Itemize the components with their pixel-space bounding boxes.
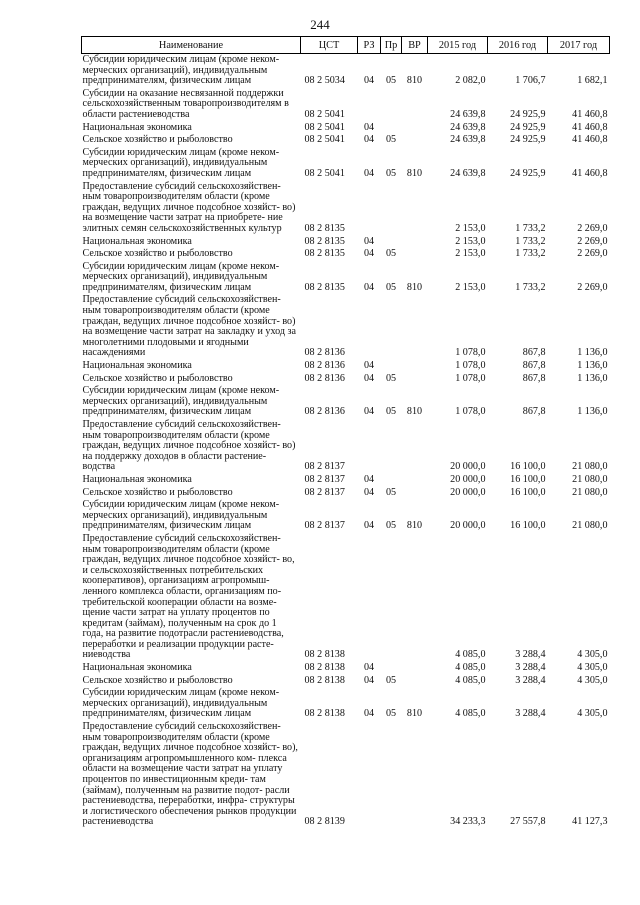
row-cst: 08 2 5034 xyxy=(304,75,345,87)
row-vr: 810 xyxy=(406,520,423,532)
row-pr: 05 xyxy=(385,674,397,686)
row-rz: 04 xyxy=(363,473,375,485)
row-name: Национальная экономика xyxy=(82,473,192,485)
row-2016: 867,8 xyxy=(522,347,546,359)
table-row xyxy=(82,499,610,533)
row-vr xyxy=(402,181,428,236)
row-name: Сельское хозяйство и рыболовство xyxy=(82,372,233,384)
row-rz: 04 xyxy=(363,134,375,146)
row-pr: 05 xyxy=(385,486,397,498)
row-2016: 16 100,0 xyxy=(510,520,546,532)
table-row xyxy=(82,360,610,373)
row-name: Национальная экономика xyxy=(82,121,192,133)
row-rz: 04 xyxy=(363,662,375,674)
row-2015: 20 000,0 xyxy=(450,520,486,532)
row-2017: 1 682,1 xyxy=(577,75,608,87)
table-row xyxy=(82,236,610,249)
budget-table xyxy=(81,36,610,829)
row-cst: 08 2 8135 xyxy=(304,235,345,247)
table-body xyxy=(82,54,610,829)
row-2015: 24 639,8 xyxy=(450,108,486,120)
row-2016: 1 733,2 xyxy=(515,235,546,247)
row-rz: 04 xyxy=(363,360,375,372)
row-cst: 08 2 8135 xyxy=(304,248,345,260)
row-cst: 08 2 8137 xyxy=(304,520,345,532)
row-2017: 41 460,8 xyxy=(572,108,608,120)
row-2015: 1 078,0 xyxy=(455,360,486,372)
row-name: Субсидии юридическим лицам (кроме неком- мерческих организаций), индивидуальным предпринимателям, физическим лицам xyxy=(82,260,280,293)
header-cst: ЦСТ xyxy=(301,37,358,54)
row-2015: 4 085,0 xyxy=(455,674,486,686)
row-cst: 08 2 8136 xyxy=(304,372,345,384)
row-cst: 08 2 8138 xyxy=(304,662,345,674)
row-rz xyxy=(358,419,381,474)
row-2016: 16 100,0 xyxy=(510,461,546,473)
row-2016: 1 706,7 xyxy=(515,75,546,87)
row-2016: 1 733,2 xyxy=(515,222,546,234)
table-row xyxy=(82,122,610,135)
row-pr xyxy=(381,533,402,662)
row-cst: 08 2 8137 xyxy=(304,473,345,485)
row-pr xyxy=(381,294,402,360)
row-name: Субсидии юридическим лицам (кроме неком- мерческих организаций), индивидуальным предпринимателям, физическим лицам xyxy=(82,54,280,87)
row-name: Предоставление субсидий сельскохозяйствен- ным товаропроизводителям области (кроме граждан, ведущих личное подсобное хозяйст- во), организациям агропромышленного ком- плекса области на возмещение части затрат на уплату процентов по инвестиционным креди- там (займам), полученным на развитие подот- расли растениеводства, переработки, инфра- структуры и логистического обеспечения рынков продукции растениеводства xyxy=(82,721,298,828)
row-2015: 24 639,8 xyxy=(450,167,486,179)
row-rz: 04 xyxy=(363,121,375,133)
row-vr xyxy=(402,248,428,261)
row-rz: 04 xyxy=(363,235,375,247)
row-vr xyxy=(402,373,428,386)
row-vr xyxy=(402,662,428,675)
table-row xyxy=(82,134,610,147)
row-2017: 4 305,0 xyxy=(577,662,608,674)
row-name: Субсидии юридическим лицам (кроме неком- мерческих организаций), индивидуальным предпринимателям, физическим лицам xyxy=(82,385,280,418)
table-row xyxy=(82,533,610,662)
table-row xyxy=(82,54,610,88)
row-vr: 810 xyxy=(406,281,423,293)
row-2015: 2 153,0 xyxy=(455,281,486,293)
row-2017: 1 136,0 xyxy=(577,406,608,418)
row-rz: 04 xyxy=(363,372,375,384)
row-2015: 1 078,0 xyxy=(455,347,486,359)
row-pr xyxy=(381,122,402,135)
row-pr: 05 xyxy=(385,708,397,720)
row-pr: 05 xyxy=(385,520,397,532)
header-2017: 2017 год xyxy=(548,37,610,54)
row-vr: 810 xyxy=(406,75,423,87)
row-cst: 08 2 8138 xyxy=(304,708,345,720)
row-2017: 21 080,0 xyxy=(572,486,608,498)
row-2017: 41 127,3 xyxy=(572,816,608,828)
row-2017: 41 460,8 xyxy=(572,167,608,179)
row-2016: 24 925,9 xyxy=(510,167,546,179)
row-vr xyxy=(402,134,428,147)
row-2017: 21 080,0 xyxy=(572,461,608,473)
row-2017: 2 269,0 xyxy=(577,281,608,293)
row-2015: 1 078,0 xyxy=(455,406,486,418)
row-2015: 2 153,0 xyxy=(455,222,486,234)
row-2017: 2 269,0 xyxy=(577,248,608,260)
row-rz xyxy=(358,533,381,662)
row-2016: 3 288,4 xyxy=(515,662,546,674)
row-cst: 08 2 5041 xyxy=(304,108,345,120)
row-name: Сельское хозяйство и рыболовство xyxy=(82,486,233,498)
row-2015: 2 153,0 xyxy=(455,248,486,260)
row-vr xyxy=(402,721,428,829)
row-rz: 04 xyxy=(363,167,375,179)
row-2017: 1 136,0 xyxy=(577,347,608,359)
row-cst: 08 2 5041 xyxy=(304,167,345,179)
table-header-row xyxy=(82,37,610,54)
row-cst: 08 2 8137 xyxy=(304,486,345,498)
row-cst: 08 2 5041 xyxy=(304,134,345,146)
row-rz: 04 xyxy=(363,75,375,87)
row-vr xyxy=(402,360,428,373)
row-pr xyxy=(381,419,402,474)
table-row xyxy=(82,487,610,500)
row-2017: 21 080,0 xyxy=(572,473,608,485)
row-pr: 05 xyxy=(385,134,397,146)
row-name: Предоставление субсидий сельскохозяйствен- ным товаропроизводителям области (кроме граждан, ведущих личное подсобное хозяйст- во, и сельскохозяйственных потребительских кооперативов), организациям агропромыш- ленного комплекса области, организациям по- требительской кооперации области на возме- щение части затрат на уплату процентов по кредитам (займам), полученным на срок до 1 года, на развитие подотрасли растениеводства, переработки и реализации продукции расте- ниеводства xyxy=(82,532,295,661)
row-rz: 04 xyxy=(363,674,375,686)
row-vr xyxy=(402,533,428,662)
table-row xyxy=(82,88,610,122)
row-2015: 20 000,0 xyxy=(450,473,486,485)
row-2017: 2 269,0 xyxy=(577,222,608,234)
row-name: Субсидии юридическим лицам (кроме неком- мерческих организаций), индивидуальным предпринимателям, физическим лицам xyxy=(82,499,280,532)
header-2016: 2016 год xyxy=(488,37,548,54)
row-vr xyxy=(402,88,428,122)
row-2016: 3 288,4 xyxy=(515,708,546,720)
row-2016: 24 925,9 xyxy=(510,121,546,133)
table-row xyxy=(82,419,610,474)
row-vr xyxy=(402,294,428,360)
row-pr xyxy=(381,236,402,249)
row-pr xyxy=(381,474,402,487)
row-2017: 1 136,0 xyxy=(577,360,608,372)
row-name: Сельское хозяйство и рыболовство xyxy=(82,248,233,260)
row-pr: 05 xyxy=(385,167,397,179)
table-row xyxy=(82,373,610,386)
row-cst: 08 2 8138 xyxy=(304,649,345,661)
row-2015: 1 078,0 xyxy=(455,372,486,384)
page-number: 244 xyxy=(310,17,330,32)
row-2017: 2 269,0 xyxy=(577,235,608,247)
row-2016: 1 733,2 xyxy=(515,248,546,260)
row-2017: 4 305,0 xyxy=(577,674,608,686)
row-2016: 867,8 xyxy=(522,406,546,418)
row-rz: 04 xyxy=(363,520,375,532)
row-cst: 08 2 8136 xyxy=(304,347,345,359)
row-rz: 04 xyxy=(363,486,375,498)
row-2016: 867,8 xyxy=(522,372,546,384)
row-pr xyxy=(381,662,402,675)
row-name: Предоставление субсидий сельскохозяйствен- ным товаропроизводителям области (кроме граждан, ведущих личное подсобное хозяйст- во) на возмещение части затрат на приобрете- ние элитных семян сельскохозяйственных культур xyxy=(82,180,296,234)
row-cst: 08 2 8138 xyxy=(304,674,345,686)
header-rz: РЗ xyxy=(358,37,381,54)
row-pr: 05 xyxy=(385,75,397,87)
row-cst: 08 2 8137 xyxy=(304,461,345,473)
row-2015: 24 639,8 xyxy=(450,134,486,146)
row-2016: 16 100,0 xyxy=(510,473,546,485)
row-pr xyxy=(381,181,402,236)
row-rz xyxy=(358,721,381,829)
row-2016: 27 557,8 xyxy=(510,816,546,828)
row-pr: 05 xyxy=(385,248,397,260)
table-row xyxy=(82,675,610,688)
row-vr xyxy=(402,487,428,500)
row-2015: 24 639,8 xyxy=(450,121,486,133)
row-name: Национальная экономика xyxy=(82,662,192,674)
row-cst: 08 2 8139 xyxy=(304,816,345,828)
row-vr xyxy=(402,122,428,135)
row-cst: 08 2 8135 xyxy=(304,222,345,234)
row-cst: 08 2 8136 xyxy=(304,360,345,372)
row-name: Предоставление субсидий сельскохозяйствен- ным товаропроизводителям области (кроме граждан, ведущих личное подсобное хозяйст- во) на поддержку доходов в области растение- водства xyxy=(82,419,296,473)
row-rz: 04 xyxy=(363,248,375,260)
row-pr xyxy=(381,721,402,829)
header-2015: 2015 год xyxy=(428,37,488,54)
row-cst: 08 2 8136 xyxy=(304,406,345,418)
table-row xyxy=(82,662,610,675)
table-row xyxy=(82,181,610,236)
row-name: Сельское хозяйство и рыболовство xyxy=(82,674,233,686)
row-pr: 05 xyxy=(385,281,397,293)
row-rz xyxy=(358,88,381,122)
row-name: Субсидии на оказание несвязанной поддержки сельскохозяйственным товаропроизводителям в области растениеводства xyxy=(82,87,289,120)
row-2016: 3 288,4 xyxy=(515,674,546,686)
row-2015: 34 233,3 xyxy=(450,816,486,828)
row-rz xyxy=(358,294,381,360)
header-name: Наименование xyxy=(82,37,301,54)
row-2017: 1 136,0 xyxy=(577,372,608,384)
row-rz xyxy=(358,181,381,236)
row-2015: 2 153,0 xyxy=(455,235,486,247)
row-name: Национальная экономика xyxy=(82,360,192,372)
row-rz: 04 xyxy=(363,708,375,720)
row-vr: 810 xyxy=(406,167,423,179)
row-2015: 2 082,0 xyxy=(455,75,486,87)
row-pr xyxy=(381,360,402,373)
header-pr: Пр xyxy=(381,37,402,54)
row-cst: 08 2 5041 xyxy=(304,121,345,133)
row-2016: 1 733,2 xyxy=(515,281,546,293)
row-2015: 20 000,0 xyxy=(450,486,486,498)
row-2017: 41 460,8 xyxy=(572,134,608,146)
row-2016: 867,8 xyxy=(522,360,546,372)
row-name: Субсидии юридическим лицам (кроме неком- мерческих организаций), индивидуальным предпринимателям, физическим лицам xyxy=(82,687,280,720)
row-2015: 4 085,0 xyxy=(455,662,486,674)
header-vr: ВР xyxy=(402,37,428,54)
row-2017: 41 460,8 xyxy=(572,121,608,133)
row-2015: 4 085,0 xyxy=(455,649,486,661)
row-vr xyxy=(402,419,428,474)
row-name: Национальная экономика xyxy=(82,235,192,247)
row-pr: 05 xyxy=(385,406,397,418)
row-pr xyxy=(381,88,402,122)
table-row xyxy=(82,385,610,419)
row-vr: 810 xyxy=(406,406,423,418)
row-2015: 4 085,0 xyxy=(455,708,486,720)
row-2016: 24 925,9 xyxy=(510,134,546,146)
row-pr: 05 xyxy=(385,372,397,384)
row-2017: 4 305,0 xyxy=(577,649,608,661)
row-2016: 24 925,9 xyxy=(510,108,546,120)
row-vr xyxy=(402,236,428,249)
row-2017: 21 080,0 xyxy=(572,520,608,532)
row-2016: 3 288,4 xyxy=(515,649,546,661)
row-name: Предоставление субсидий сельскохозяйствен- ным товаропроизводителям области (кроме граждан, ведущих личное подсобное хозяйст- во) на возмещение части затрат на закладку и уход за многолетними плодовыми и ягодными насаждениями xyxy=(82,294,297,359)
row-vr xyxy=(402,474,428,487)
table-row xyxy=(82,261,610,295)
row-rz: 04 xyxy=(363,281,375,293)
table-row xyxy=(82,474,610,487)
row-name: Сельское хозяйство и рыболовство xyxy=(82,134,233,146)
table-row xyxy=(82,147,610,181)
row-2017: 4 305,0 xyxy=(577,708,608,720)
row-2016: 16 100,0 xyxy=(510,486,546,498)
row-cst: 08 2 8135 xyxy=(304,281,345,293)
row-vr xyxy=(402,675,428,688)
table-row xyxy=(82,294,610,360)
row-rz: 04 xyxy=(363,406,375,418)
row-2015: 20 000,0 xyxy=(450,461,486,473)
table-row xyxy=(82,248,610,261)
table-row xyxy=(82,687,610,721)
row-name: Субсидии юридическим лицам (кроме неком- мерческих организаций), индивидуальным предпринимателям, физическим лицам xyxy=(82,146,280,179)
table-row xyxy=(82,721,610,829)
row-vr: 810 xyxy=(406,708,423,720)
